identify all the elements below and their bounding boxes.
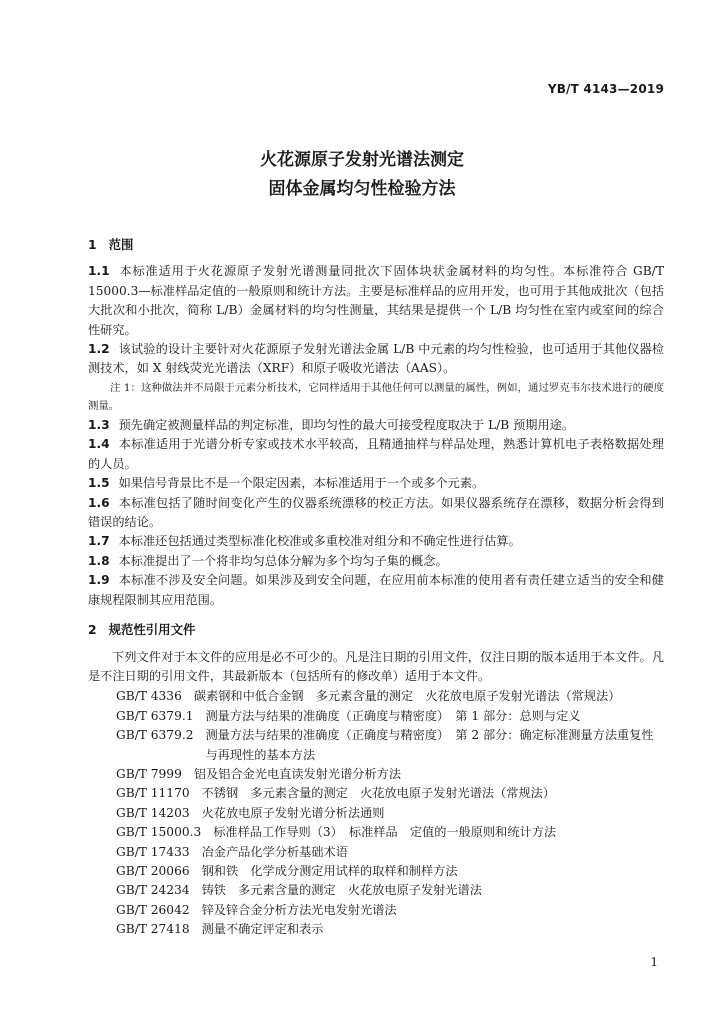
clause-1-5 [88, 474, 664, 493]
clause-text: 本标准提出了一个将非均匀总体分解为多个均匀子集的概念。 [118, 553, 448, 568]
reference-code: GB/T 26042 [116, 902, 190, 917]
reference-title: 不锈钢 多元素含量的测定 火花放电原子发射光谱法（常规法） [201, 786, 556, 801]
clause-1-3 [88, 416, 664, 435]
section-number: 1 [88, 237, 97, 252]
reference-item [88, 823, 664, 842]
reference-title: 冶金产品化学分析基础术语 [201, 844, 348, 859]
page-number: 1 [650, 955, 658, 969]
section-title: 范围 [108, 237, 134, 252]
reference-code: GB/T 6379.2 [116, 728, 194, 743]
reference-code: GB/T 11170 [116, 786, 190, 801]
clause-text: 如果信号背景比不是一个限定因素，本标准适用于一个或多个元素。 [118, 476, 485, 491]
reference-code: GB/T 7999 [116, 766, 182, 781]
document-body [88, 235, 664, 940]
title-line-2: 固体金属均匀性检验方法 [268, 179, 456, 199]
reference-title: 碳素钢和中低合金钢 多元素含量的测定 火花放电原子发射光谱法（常规法） [193, 689, 621, 704]
clause-text: 本标准适用于火花源原子发射光谱测量同批次下固体块状金属材料的均匀性。本标准符合 GB/T 15000.3—标准样品定值的一般原则和统计方法。主要是标准样品的应用开发，也可用于其他成批次（包括大批次和小批次，简称 L/B）金属材料的均匀性测量，其结果是提供一个 L/B 均匀性在室内或室间的综合性研究。 [88, 264, 664, 337]
clause-1-4 [88, 435, 664, 474]
clause-text: 本标准还包括通过类型标准化校准或多重校准对组分和不确定性进行估算。 [118, 534, 521, 549]
clause-text: 本标准包括了随时间变化产生的仪器系统漂移的校正方法。如果仪器系统存在漂移，数据分析会得到错误的结论。 [88, 495, 664, 530]
section-number: 2 [88, 622, 97, 638]
reference-list [88, 687, 664, 939]
reference-code: GB/T 17433 [116, 844, 190, 859]
section-title: 规范性引用文件 [108, 622, 196, 638]
reference-item [88, 881, 664, 900]
clause-1-6 [88, 494, 664, 533]
reference-item [88, 843, 664, 862]
clause-1-9 [88, 571, 664, 610]
clause-number: 1.9 [88, 573, 110, 588]
reference-code: GB/T 20066 [116, 863, 190, 878]
reference-item [88, 920, 664, 939]
reference-item [88, 804, 664, 823]
reference-title: 铝及铝合金光电直读发射光谱分析方法 [193, 766, 402, 781]
clause-number: 1.7 [88, 534, 110, 549]
section-heading-scope [88, 235, 664, 254]
clause-number: 1.1 [88, 264, 110, 279]
reference-code: GB/T 24234 [116, 883, 190, 898]
reference-title: 标准样品工作导则（3） 标准样品 定值的一般原则和统计方法 [213, 825, 557, 840]
reference-title: 测量方法与结果的准确度（正确度与精密度） 第 1 部分：总则与定义 [205, 708, 581, 723]
reference-item [88, 862, 664, 881]
reference-item [88, 784, 664, 803]
reference-code: GB/T 27418 [116, 922, 190, 937]
reference-code: GB/T 15000.3 [116, 825, 202, 840]
note-1: 注 1：这种做法并不局限于元素分析技术，它同样适用于其他任何可以测量的属性，例如，通过罗克韦尔技术进行的硬度测量。 [88, 381, 664, 413]
reference-title: 测量方法与结果的准确度（正确度与精密度） 第 2 部分：确定标准测量方法重复性与再现性的基本方法 [205, 728, 654, 762]
reference-code: GB/T 6379.1 [116, 708, 194, 723]
reference-item [88, 687, 664, 706]
reference-title: 锌及锌合金分析方法光电发射光谱法 [201, 902, 397, 917]
clause-1-2 [88, 340, 664, 379]
standard-code: YB/T 4143—2019 [547, 82, 664, 96]
reference-item [88, 707, 664, 726]
reference-title: 钢和铁 化学成分测定用试样的取样和制样方法 [201, 863, 458, 878]
reference-item [88, 765, 664, 784]
clause-1-7 [88, 532, 664, 551]
clause-1-1 [88, 262, 664, 340]
clause-number: 1.2 [88, 342, 110, 357]
reference-title: 测量不确定评定和表示 [201, 922, 324, 937]
clause-text: 本标准不涉及安全问题。如果涉及到安全问题，在应用前本标准的使用者有责任建立适当的安全和健康规程限制其应用范围。 [88, 573, 664, 607]
clause-number: 1.3 [88, 418, 110, 433]
clause-text: 预先确定被测量样品的判定标准，即均匀性的最大可接受程度取决于 L/B 预期用途。 [118, 418, 575, 433]
reference-item [88, 901, 664, 920]
clause-number: 1.5 [88, 476, 110, 491]
reference-item [88, 726, 664, 765]
reference-code: GB/T 14203 [116, 805, 190, 820]
clause-1-8 [88, 552, 664, 571]
clause-number: 1.6 [88, 495, 110, 510]
title-line-1: 火花源原子发射光谱法测定 [260, 150, 464, 170]
references-intro: 下列文件对于本文件的应用是必不可少的。凡是注日期的引用文件，仅注日期的版本适用于本文件。凡是不注日期的引用文件，其最新版本（包括所有的修改单）适用于本文件。 [88, 649, 664, 683]
reference-title: 火花放电原子发射光谱分析法通则 [201, 805, 385, 820]
clause-text: 该试验的设计主要针对火花源原子发射光谱法金属 L/B 中元素的均匀性检验，也可适用于其他仪器检测技术，如 X 射线荧光光谱法（XRF）和原子吸收光谱法（AAS）。 [88, 342, 664, 376]
reference-title: 铸铁 多元素含量的测定 火花放电原子发射光谱法 [201, 883, 482, 898]
clause-number: 1.8 [88, 553, 110, 568]
reference-code: GB/T 4336 [116, 689, 182, 704]
clause-number: 1.4 [88, 437, 110, 452]
clause-text: 本标准适用于光谱分析专家或技术水平较高，且精通抽样与样品处理，熟悉计算机电子表格数据处理的人员。 [88, 437, 664, 471]
section-heading-normative-references [88, 620, 664, 639]
document-title [0, 146, 724, 204]
